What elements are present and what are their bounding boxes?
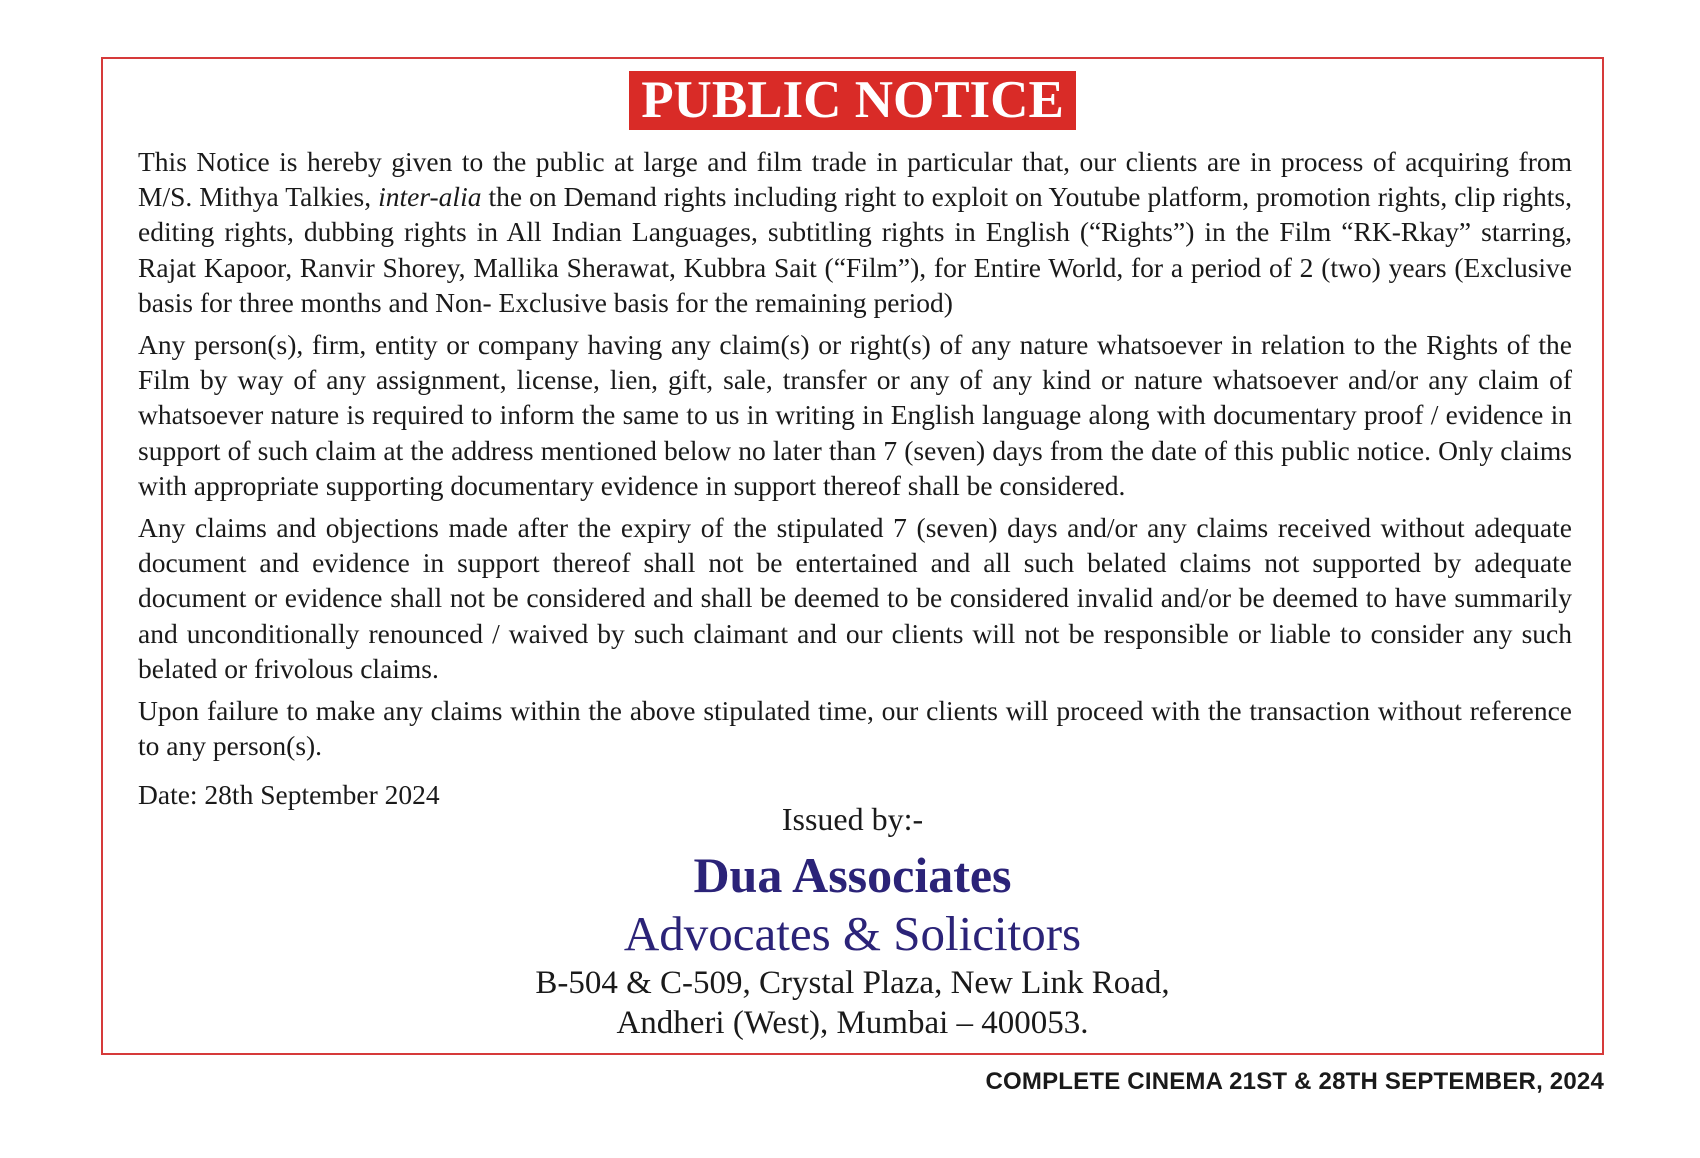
notice-date: Date: 28th September 2024 — [138, 779, 440, 811]
public-notice-box — [101, 57, 1604, 1055]
address-line-1: B-504 & C-509, Crystal Plaza, New Link Road, — [535, 965, 1170, 1001]
issued-by-label: Issued by:- — [781, 801, 924, 837]
address-line-2: Andheri (West), Mumbai – 400053. — [616, 1005, 1089, 1041]
firm-subtitle: Advocates & Solicitors — [623, 906, 1082, 961]
notice-paragraph-3: Any claims and objections made after the expiry of the stipulated 7 (seven) days and/or any claims received without adequate document and evidence in support thereof shall not be entertained and all such belated claims not supported by adequate document or evidence shall not be considered and shall be deemed to be considered invalid and/or be deemed to have summarily and unconditionally renounced / waived by such claimant and our clients will not be responsible or liable to consider any such belated or frivolous claims. — [138, 512, 1572, 684]
publication-footer: COMPLETE CINEMA 21ST & 28TH SEPTEMBER, 2024 — [985, 1068, 1604, 1095]
notice-title: PUBLIC NOTICE — [629, 71, 1076, 130]
paragraph-1-rest: the on Demand rights including right to exploit on Youtube platform, promotion rights, clip rights, editing rights, dubbing rights in All Indian Languages, subtitling rights in English (“Rights”) in the Film “RK-Rkay” starring, Rajat Kapoor, Ranvir Shorey, Mallika Sherawat, Kubbra Sait (“Film”), for Entire World, for a period of 2 (two) years (Exclusive basis for three months and Non- Exclusive basis for the remaining period) — [138, 181, 1572, 318]
notice-paragraph-4: Upon failure to make any claims within the above stipulated time, our clients will proceed with the transaction without reference to any person(s). — [138, 695, 1572, 762]
notice-paragraph-2: Any person(s), firm, entity or company having any claim(s) or right(s) of any nature whatsoever in relation to the Rights of the Film by way of any assignment, license, lien, gift, sale, transfer or any of any kind or nature whatsoever and/or any claim of whatsoever nature is required to inform the same to us in writing in English language along with documentary proof / evidence in support of such claim at the address mentioned below no later than 7 (seven) days from the date of this public notice. Only claims with appropriate supporting documentary evidence in support thereof shall be considered. — [138, 329, 1572, 501]
paragraph-1-lead: This Notice is hereby given to the public at large and film trade in particular that, our clients are in process of acquiring from M/S. Mithya Talkies, — [138, 146, 1572, 213]
paragraph-1-italic: inter-alia — [378, 181, 482, 213]
notice-paragraph-1 — [138, 144, 1572, 320]
notice-body — [138, 144, 1572, 820]
firm-name: Dua Associates — [693, 847, 1012, 903]
title-wrap — [103, 71, 1602, 130]
issuer-block — [103, 799, 1602, 1043]
